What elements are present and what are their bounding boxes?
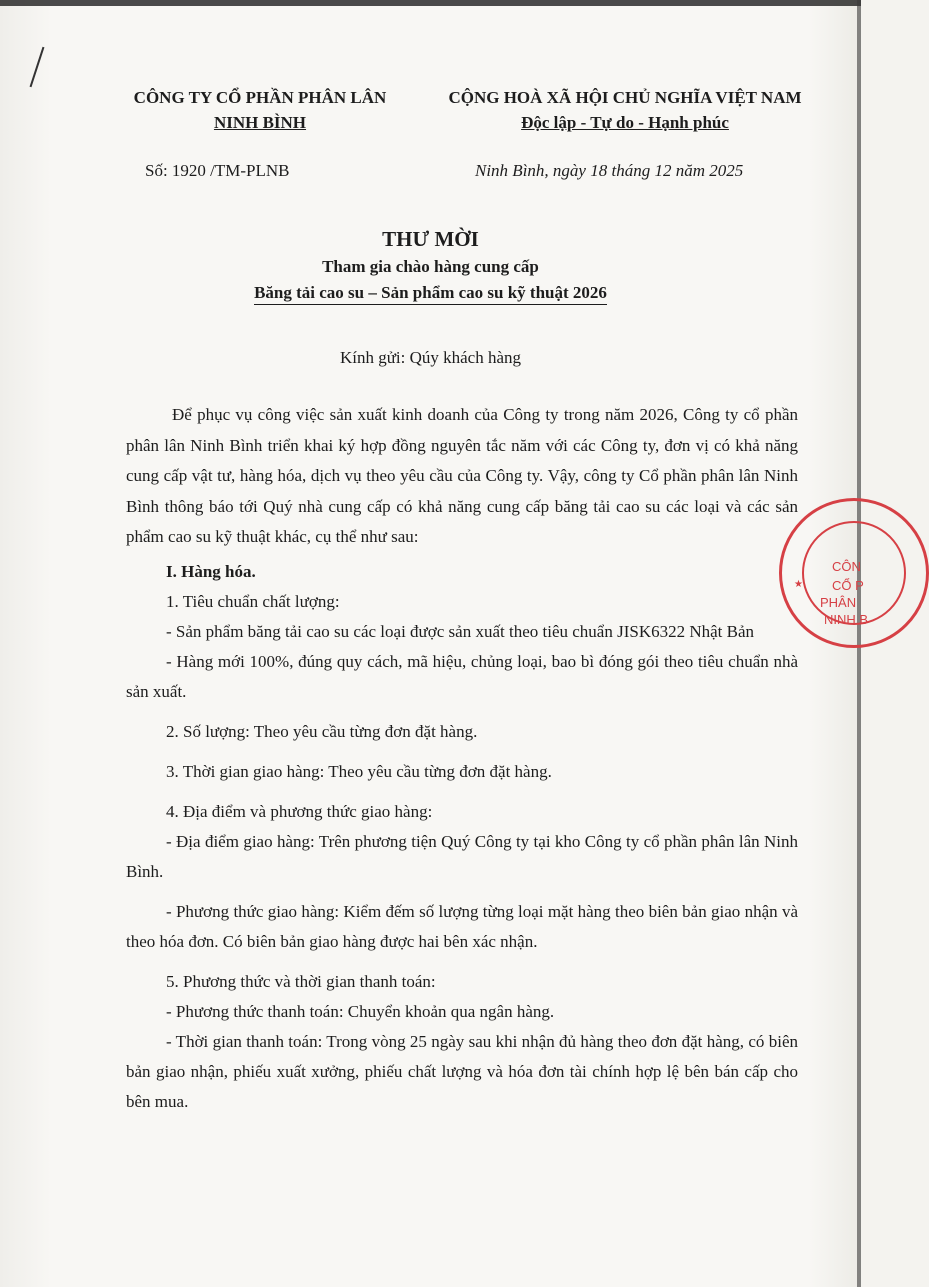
- seal-text-1: CÔN: [832, 559, 861, 574]
- item-4b: - Phương thức giao hàng: Kiểm đếm số lượng từng loại mặt hàng theo biên bản giao nhận và theo hóa đơn. Có biên bản giao hàng được hai bên xác nhận.: [126, 901, 798, 951]
- document-subtitle-2: [0, 280, 861, 306]
- national-header: [425, 85, 825, 135]
- item-4a: - Địa điểm giao hàng: Trên phương tiện Quý Công ty tại kho Công ty cổ phần phân lân Ninh Bình.: [126, 831, 798, 881]
- seal-text-3: PHÂN: [820, 595, 857, 610]
- document-subtitle: Tham gia chào hàng cung cấp: [322, 257, 539, 276]
- item-1b: - Hàng mới 100%, đúng quy cách, mã hiệu, chủng loại, bao bì đóng gói theo tiêu chuẩn nhà sản xuất.: [126, 651, 798, 701]
- title-block: [0, 224, 861, 306]
- document-title: THƯ MỜI: [382, 227, 479, 251]
- item-5: 5. Phương thức và thời gian thanh toán:: [166, 971, 436, 991]
- item-5b: - Thời gian thanh toán: Trong vòng 25 ngày sau khi nhận đủ hàng theo đơn đặt hàng, có biên bản giao nhận, phiếu xuất xưởng, phiếu chất lượng và hóa đơn tài chính hợp lệ bên bán cấp cho bên mua.: [126, 1031, 798, 1111]
- item-5a: - Phương thức thanh toán: Chuyển khoản qua ngân hàng.: [166, 1001, 555, 1021]
- section-heading: I. Hàng hóa.: [166, 561, 256, 581]
- scan-edge-top: [0, 0, 861, 6]
- item-1a: - Sản phẩm băng tải cao su các loại được sản xuất theo tiêu chuẩn JISK6322 Nhật Bản: [166, 621, 755, 641]
- item-3: 3. Thời gian giao hàng: Theo yêu cầu từng đơn đặt hàng.: [166, 761, 552, 781]
- item-2: 2. Số lượng: Theo yêu cầu từng đơn đặt hàng.: [166, 721, 478, 741]
- document-body: [126, 400, 798, 1117]
- seal-text-2: CỔ P: [832, 578, 864, 593]
- item-4: 4. Địa điểm và phương thức giao hàng:: [166, 801, 433, 821]
- reference-number: Số: 1920 /TM-PLNB: [145, 161, 290, 180]
- salutation: Kính gửi: Qúy khách hàng: [339, 348, 522, 367]
- national-title: CỘNG HOÀ XÃ HỘI CHỦ NGHĨA VIỆT NAM: [448, 88, 802, 107]
- place-date: Ninh Bình, ngày 18 tháng 12 năm 2025: [475, 161, 744, 180]
- company-name-line2: NINH BÌNH: [213, 113, 307, 132]
- pen-mark: [30, 47, 45, 88]
- intro-paragraph: Để phục vụ công việc sản xuất kinh doanh của Công ty trong năm 2026, Công ty cổ phần phân lân Ninh Bình triển khai ký hợp đồng nguyên tắc năm với các Công ty, đơn vị có khả năng cung cấp vật tư, hàng hóa, dịch vụ theo yêu cầu của Công ty. Vậy, công ty Cổ phần phân lân Ninh Bình thông báo tới Quý nhà cung cấp có khả năng cung cấp băng tải cao su các loại và các sản phẩm cao su kỹ thuật khác, cụ thể như sau:: [126, 405, 798, 546]
- company-seal: [779, 498, 929, 648]
- company-header: [120, 85, 400, 135]
- seal-star-icon: ★: [794, 579, 803, 590]
- seal-text-4: NINH B: [824, 612, 869, 627]
- national-motto: Độc lập - Tự do - Hạnh phúc: [521, 113, 729, 132]
- item-1: 1. Tiêu chuẩn chất lượng:: [166, 591, 340, 611]
- subtitle-text: Băng tải cao su – Sản phẩm cao su kỹ thuật 2026: [254, 283, 607, 305]
- company-name: CÔNG TY CỔ PHẦN PHÂN LÂN: [133, 88, 387, 107]
